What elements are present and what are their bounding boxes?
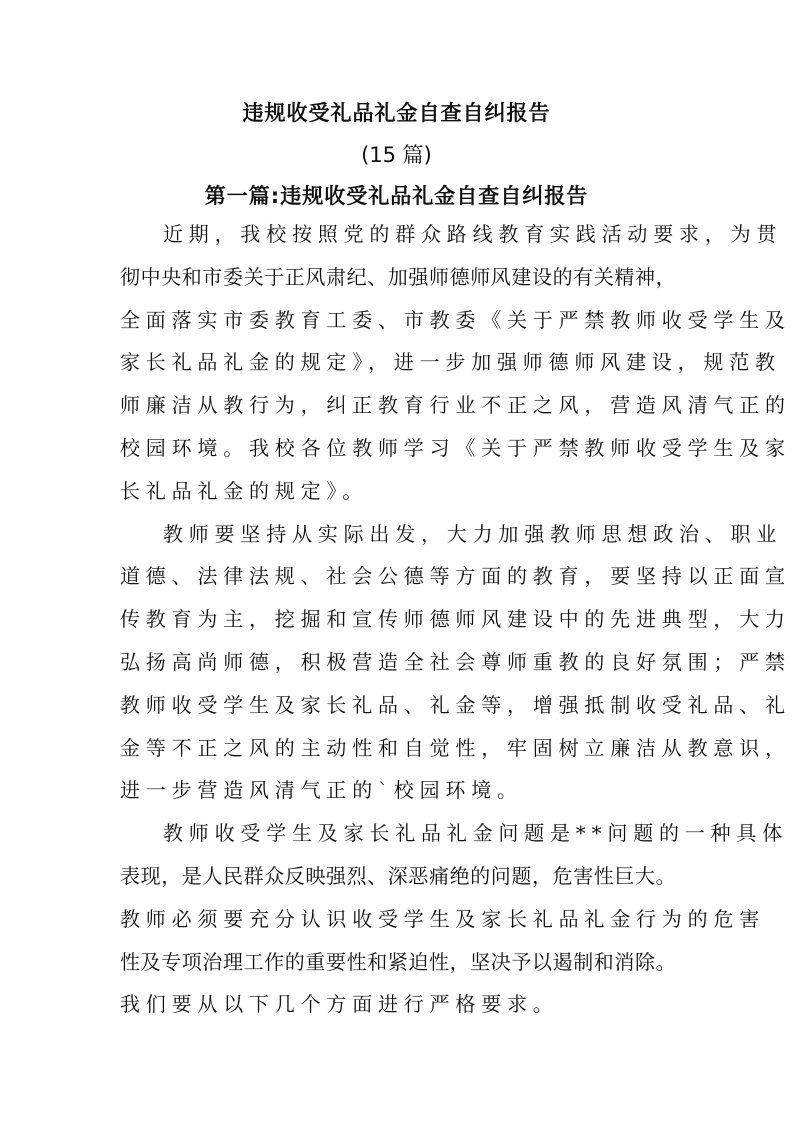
paragraph xyxy=(120,519,791,819)
paragraph-line: 家长礼品礼金的规定》，进一步加强师德师风建设，规范教 xyxy=(120,350,781,375)
paragraph xyxy=(120,818,788,1032)
paragraph-line: 师廉洁从教行为，纠正教育行业不正之风，营造风清气正的 xyxy=(120,393,791,418)
paragraph-line: 性及专项治理工作的重要性和紧迫性，坚决予以遏制和消除。 xyxy=(120,949,677,974)
paragraph-line: 彻中央和市委关于正风肃纪、加强师德师风建设的有关精神， xyxy=(120,264,677,289)
paragraph-line: 教师收受学生及家长礼品、礼金等，增强抵制收受礼品、礼 xyxy=(120,692,791,717)
paragraph-line: 金等不正之风的主动性和自觉性，牢固树立廉洁从教意识， xyxy=(120,735,791,760)
paragraph-line: 我们要从以下几个方面进行严格要求。 xyxy=(120,992,559,1017)
paragraph-line: 弘扬高尚师德，积极营造全社会尊师重教的良好氛围；严禁 xyxy=(120,649,791,674)
paragraph-line: 教师必须要充分认识收受学生及家长礼品礼金行为的危害 xyxy=(120,906,765,931)
paragraph-line: 教师要坚持从实际出发，大力加强教师思想政治、职业 xyxy=(163,521,783,546)
paragraph-line: 长礼品礼金的规定》。 xyxy=(120,478,368,503)
paragraph-line: 道德、法律法规、社会公德等方面的教育，要坚持以正面宣 xyxy=(120,564,791,589)
paragraph-line: 近期，我校按照党的群众路线教育实践活动要求，为贯 xyxy=(163,222,783,246)
section-title: 第一篇:违规收受礼品礼金自查自纠报告 xyxy=(204,184,589,208)
paragraph-line: 进一步营造风清气正的`校园环境。 xyxy=(120,778,523,803)
paragraph-line: 全面落实市委教育工委、市教委《关于严禁教师收受学生及 xyxy=(120,307,791,332)
document-body xyxy=(120,219,791,1032)
paragraph-line: 传教育为主，挖掘和宣传师德师风建设中的先进典型，大力 xyxy=(120,607,791,632)
paragraph-line: 教师收受学生及家长礼品礼金问题是**问题的一种具体 xyxy=(163,821,788,846)
paragraph-line: 表现，是人民群众反映强烈、深恶痛绝的问题，危害性巨大。 xyxy=(120,863,677,888)
document-subtitle: (15 篇) xyxy=(361,143,432,167)
paragraph xyxy=(120,219,791,519)
document-title: 违规收受礼品礼金自查自纠报告 xyxy=(242,101,551,125)
paragraph-line: 校园环境。我校各位教师学习《关于严禁教师收受学生及家 xyxy=(120,435,791,460)
